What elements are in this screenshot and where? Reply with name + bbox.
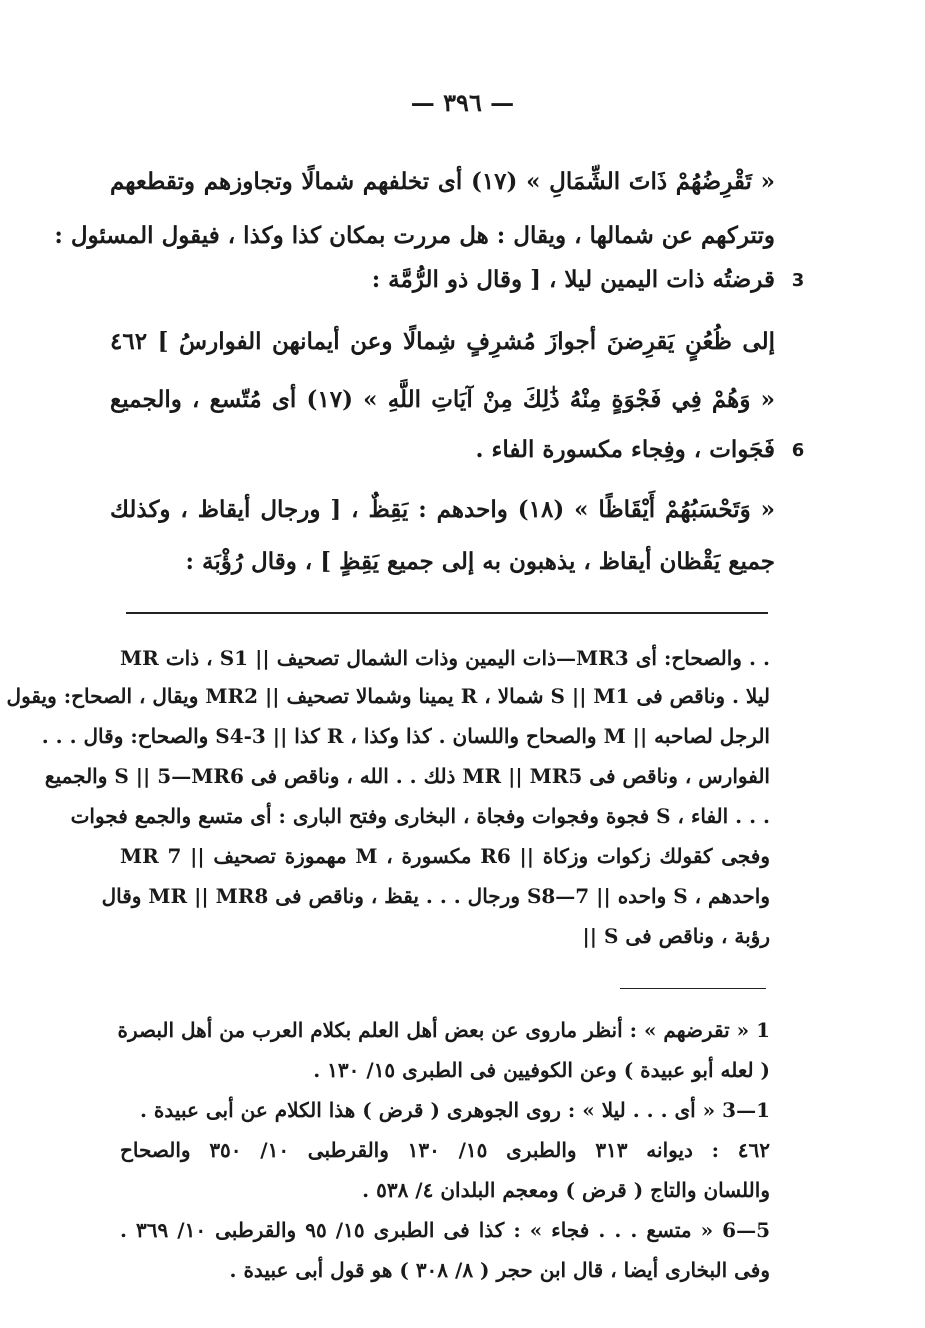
footnote-separator bbox=[620, 988, 766, 989]
apparatus-line-6: وفجى كقولك زكوات وزكاة || R6 مكسورة ، M مهموزة تصحيف || MR 7 bbox=[120, 844, 770, 868]
main-text-line-7: « وَتَحْسَبُهُمْ أَيْقَاظًا » (١٨) واحدهم : يَقِظٌ ، [ ورجال أيقاظ ، وكذلك bbox=[110, 496, 775, 523]
line-marker-3: 3 bbox=[791, 270, 805, 291]
verse-line: إلى ظُعُنٍ يَقرِضنَ أجوازَ مُشرِفٍ شِمالًا وعن أيمانهن الفوارسُ ] ٤٦٢ bbox=[110, 328, 775, 355]
apparatus-separator bbox=[126, 612, 768, 614]
main-text-line-5: « وَهُمْ فِي فَجْوَةٍ مِنْهُ ذَٰلِكَ مِنْ آيَاتِ اللَّهِ » (١٧) أى مُتّسع ، والجميع bbox=[110, 386, 775, 413]
footnote-line-3: 1—3 « أى . . . ليلا » : روى الجوهرى ( قرض ) هذا الكلام عن أبى عبيدة . bbox=[140, 1098, 770, 1122]
page-number: — ٣٩٦ — bbox=[410, 88, 515, 117]
footnote-line-7: وفى البخارى أيضا ، قال ابن حجر ( ٨/ ٣٠٨ ) هو قول أبى عبيدة . bbox=[229, 1258, 770, 1282]
apparatus-line-2: ليلا . وناقص فى S || M1 شمالا ، R يمينا وشمالا تصحيف || MR2 ويقال ، الصحاح: ويقول bbox=[6, 684, 770, 708]
apparatus-line-4: الفوارس ، وناقص فى MR || MR5 ذلك . . الله ، وناقص فى S || 5—MR6 والجميع bbox=[44, 764, 770, 788]
apparatus-line-1: MR ذات ، Sذات اليمين وذات الشمال تصحيف || 1—MR3 والصحاح: أى . . bbox=[120, 646, 771, 670]
main-text-line-8: جميع يَقْظان أيقاظ ، يذهبون به إلى جميع يَقِظٍ ] ، وقال رُؤْبَة : bbox=[185, 548, 775, 575]
footnote-line-1: 1 « تقرضهم » : أنظر ماروى عن بعض أهل العلم بكلام العرب من أهل البصرة bbox=[117, 1018, 770, 1042]
apparatus-line-8: رؤبة ، وناقص فى S || bbox=[582, 924, 770, 948]
apparatus-line-5: . . . الفاء ، S فجوة وفجوات وفجاة ، البخارى وفتح البارى : أى متسع والجمع فجوات bbox=[70, 804, 770, 828]
footnote-line-4: ٤٦٢ : ديوانه ٣١٣ والطبرى ١٥/ ١٣٠ والقرطبى ١٠/ ٣٥٠ والصحاح bbox=[120, 1138, 771, 1162]
footnote-line-6: 5—6 « متسع . . . فجاء » : كذا فى الطبرى ١٥/ ٩٥ والقرطبى ١٠/ ٣٦٩ . bbox=[120, 1218, 770, 1242]
apparatus-line-7: واحدهم ، S واحده || 7—S8 ورجال . . . يقظ ، وناقص فى MR || MR8 وقال bbox=[101, 884, 770, 908]
footnote-line-2: ( لعله أبو عبيدة ) وعن الكوفيين فى الطبرى ١٥/ ١٣٠ . bbox=[313, 1058, 770, 1082]
line-marker-6: 6 bbox=[791, 440, 805, 461]
main-text-line-2: وتتركهم عن شمالها ، ويقال : هل مررت بمكان كذا وكذا ، فيقول المسئول : bbox=[54, 222, 775, 249]
apparatus-line-3: الرجل لصاحبه || M والصحاح واللسان . كذا وكذا ، R كذا || S4-3 والصحاح: وقال . . . bbox=[41, 724, 770, 748]
footnote-line-5: واللسان والتاج ( قرض ) ومعجم البلدان ٤/ ٥٣٨ . bbox=[362, 1178, 770, 1202]
main-text-line-6: فَجَوات ، وفِجاء مكسورة الفاء . bbox=[475, 436, 775, 463]
main-text-line-3: قرضتُه ذات اليمين ليلا ، [ وقال ذو الرُّمَّة : bbox=[371, 266, 775, 293]
main-text-line-1: « تَقْرِضُهُمْ ذَاتَ الشِّمَالِ » (١٧) أى تخلفهم شمالًا وتجاوزهم وتقطعهم bbox=[110, 168, 775, 195]
